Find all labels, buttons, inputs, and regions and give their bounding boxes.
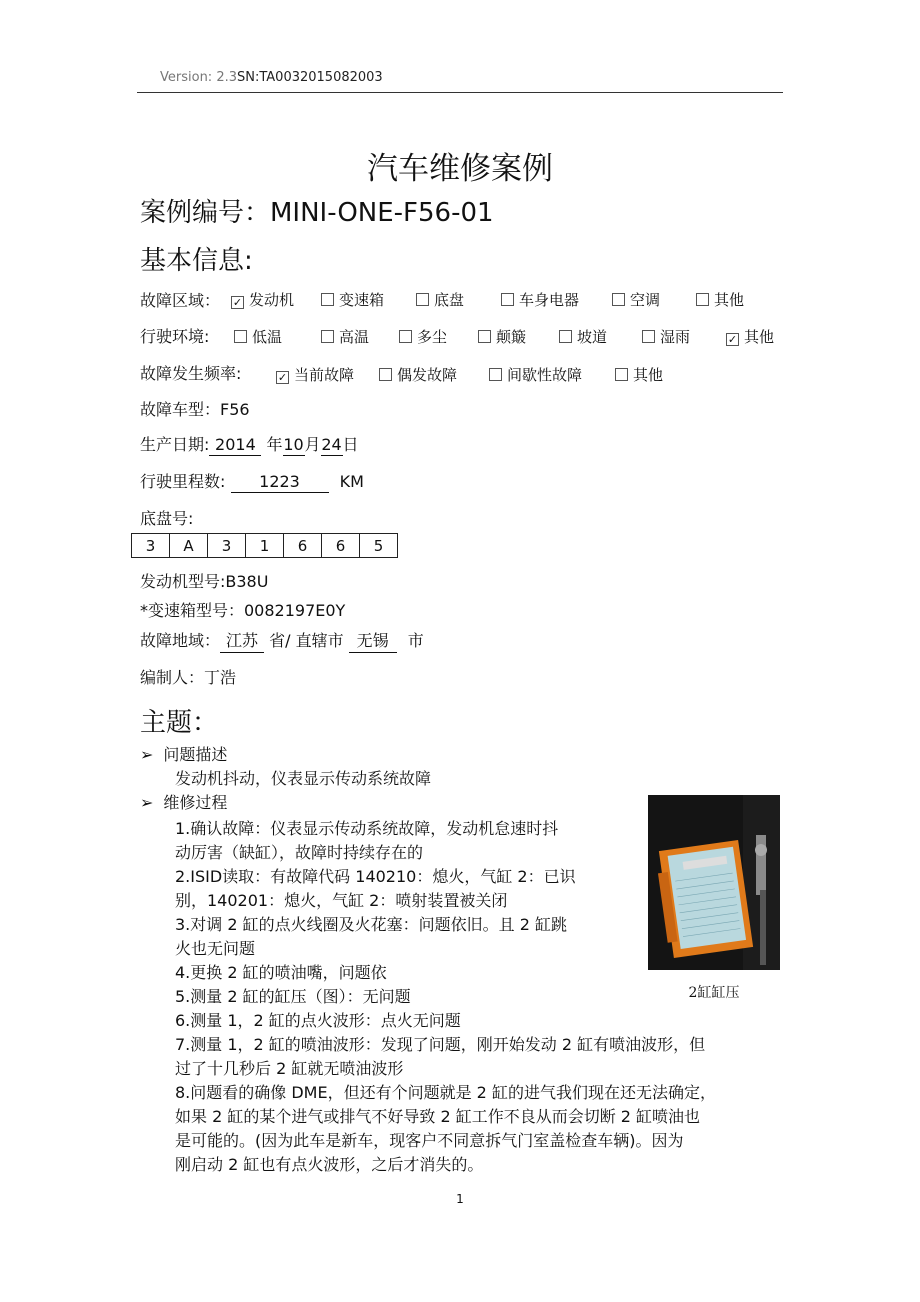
checkbox-icon[interactable] [696,293,709,306]
gearbox-model: *变速箱型号：0082197E0Y [140,601,346,620]
checked-checkbox-icon[interactable]: ✓ [232,296,243,309]
checkbox-icon[interactable] [416,293,429,306]
driving-env-option-3[interactable] [399,326,447,347]
driving-env-option-7[interactable] [726,326,774,347]
checkbox-icon[interactable] [615,368,628,381]
serial-number: SN:TA0032015082003 [237,70,383,85]
driving-env-option-label: 坡道 [577,328,608,346]
fault-area-option-2[interactable] [321,289,384,310]
driving-env-option-2[interactable] [321,326,369,347]
chassis-char-cell: 1 [246,534,284,558]
fault-area-option-6[interactable] [696,289,744,310]
fault-area-option-label: 发动机 [249,291,295,309]
region-province: 江苏 [220,628,264,653]
repair-step-line: 4.更换 2 缸的喷油嘴，问题依 [175,963,387,982]
fault-area-option-label: 其他 [714,291,745,309]
topic-heading: 主题： [140,708,219,738]
page-title: 汽车维修案例 [367,151,553,187]
chassis-char-cell: 6 [284,534,322,558]
mileage: 行驶里程数: 1223 KM [140,472,364,491]
arrow-bullet-icon: ➢ [140,745,154,764]
vehicle-model: 故障车型：F56 [140,400,250,419]
fault-freq-option-2[interactable] [379,364,457,385]
driving-env-option-label: 湿雨 [660,328,691,346]
chassis-char-cell: 3 [208,534,246,558]
chassis-char-cell: 3 [132,534,170,558]
fault-area-option-1[interactable] [231,289,294,310]
checkbox-icon[interactable] [234,330,247,343]
driving-env-option-6[interactable] [642,326,690,347]
driving-env-option-label: 高温 [339,328,370,346]
fault-freq-option-4[interactable] [615,364,663,385]
basic-info-heading: 基本信息: [140,246,253,276]
region-city: 无锡 [349,628,397,653]
checked-checkbox-icon[interactable]: ✓ [277,371,288,384]
repair-step-line: 动厉害（缺缸），故障时持续存在的 [175,843,424,862]
driving-env-option-label: 低温 [252,328,283,346]
fault-area-option-label: 变速箱 [339,291,385,309]
fault-area-option-5[interactable] [612,289,660,310]
repair-step-line: 2.ISID读取：有故障代码 140210：熄火，气缸 2：已识 [175,867,576,886]
fault-area-option-3[interactable] [416,289,464,310]
driving-env-option-label: 颠簸 [496,328,527,346]
chassis-char-cell: A [170,534,208,558]
cylinder-pressure-photo [648,795,780,970]
fault-freq-label: 故障发生频率: [140,364,242,383]
chassis-number-table [131,533,398,558]
checked-checkbox-icon[interactable]: ✓ [727,333,738,346]
prod-day: 24 [321,435,342,454]
repair-step-line: 1.确认故障：仪表显示传动系统故障，发动机怠速时抖 [175,819,559,838]
repair-step-line: 是可能的。(因为此车是新车，现客户不同意拆气门室盖检查车辆)。因为 [175,1131,684,1150]
checkbox-icon[interactable] [399,330,412,343]
fault-freq-option-label: 间歇性故障 [507,366,583,384]
repair-step-line: 7.测量 1，2 缸的喷油波形：发现了问题，刚开始发动 2 缸有喷油波形，但 [175,1035,706,1054]
repair-step-line: 6.测量 1，2 缸的点火波形：点火无问题 [175,1011,461,1030]
driving-env-option-4[interactable] [478,326,526,347]
fault-area-option-label: 空调 [630,291,661,309]
checkbox-icon[interactable] [489,368,502,381]
header-divider [137,92,783,93]
driving-env-label: 行驶环境: [140,327,210,346]
prod-year: 2014 [209,435,261,456]
driving-env-option-5[interactable] [559,326,607,347]
repair-step-line: 3.对调 2 缸的点火线圈及火花塞：问题依旧。且 2 缸跳 [175,915,567,934]
mileage-unit: KM [339,472,364,491]
chassis-char-cell: 6 [322,534,360,558]
fault-freq-option-1[interactable] [276,364,354,385]
repair-step-line: 刚启动 2 缸也有点火波形，之后才消失的。 [175,1155,484,1174]
problem-heading: ➢ 问题描述 [140,745,228,764]
checkbox-icon[interactable] [321,330,334,343]
mileage-value: 1223 [231,472,329,493]
checkbox-icon[interactable] [321,293,334,306]
fault-area-label: 故障区域： [140,291,221,310]
document-version: Version: 2.3SN:TA0032015082003 [160,70,383,85]
chassis-label: 底盘号: [140,509,194,528]
driving-env-option-1[interactable] [234,326,282,347]
repair-step-line: 别，140201：熄火，气缸 2：喷射装置被关闭 [175,891,508,910]
fault-freq-option-label: 其他 [633,366,664,384]
driving-env-option-label: 其他 [744,328,775,346]
production-date: 生产日期: 2014 年10月24日 [140,435,359,454]
repair-step-line: 8.问题看的确像 DME，但还有个问题就是 2 缸的进气我们现在还无法确定， [175,1083,716,1102]
engine-model: 发动机型号:B38U [140,572,269,591]
checkbox-icon[interactable] [642,330,655,343]
photo-caption: 2缸缸压 [688,985,740,1001]
fault-freq-option-label: 当前故障 [294,366,355,384]
repair-step-line: 5.测量 2 缸的缸压（图）：无问题 [175,987,411,1006]
arrow-bullet-icon: ➢ [140,793,154,812]
problem-text: 发动机抖动，仪表显示传动系统故障 [175,769,432,788]
fault-area-option-label: 车身电器 [519,291,580,309]
repair-step-line: 过了十几秒后 2 缸就无喷油波形 [175,1059,404,1078]
repair-step-line: 火也无问题 [175,939,256,958]
repair-heading: ➢ 维修过程 [140,793,228,812]
fault-area-option-label: 底盘 [434,291,465,309]
fault-freq-option-label: 偶发故障 [397,366,458,384]
checkbox-icon[interactable] [501,293,514,306]
page-number: 1 [456,1192,464,1206]
checkbox-icon[interactable] [559,330,572,343]
prod-month: 10 [283,435,304,454]
checkbox-icon[interactable] [379,368,392,381]
checkbox-icon[interactable] [612,293,625,306]
author: 编制人：丁浩 [140,668,237,687]
driving-env-option-label: 多尘 [417,328,448,346]
fault-area-option-4[interactable] [501,289,579,310]
repair-step-line: 如果 2 缸的某个进气或排气不好导致 2 缸工作不良从而会切断 2 缸喷油也 [175,1107,701,1126]
checkbox-icon[interactable] [478,330,491,343]
case-number: 案例编号：MINI-ONE-F56-01 [140,198,494,228]
fault-region: 故障地域： 江苏 省/ 直辖市 无锡 市 [140,628,424,653]
fault-freq-option-3[interactable] [489,364,582,385]
chassis-char-cell: 5 [360,534,398,558]
